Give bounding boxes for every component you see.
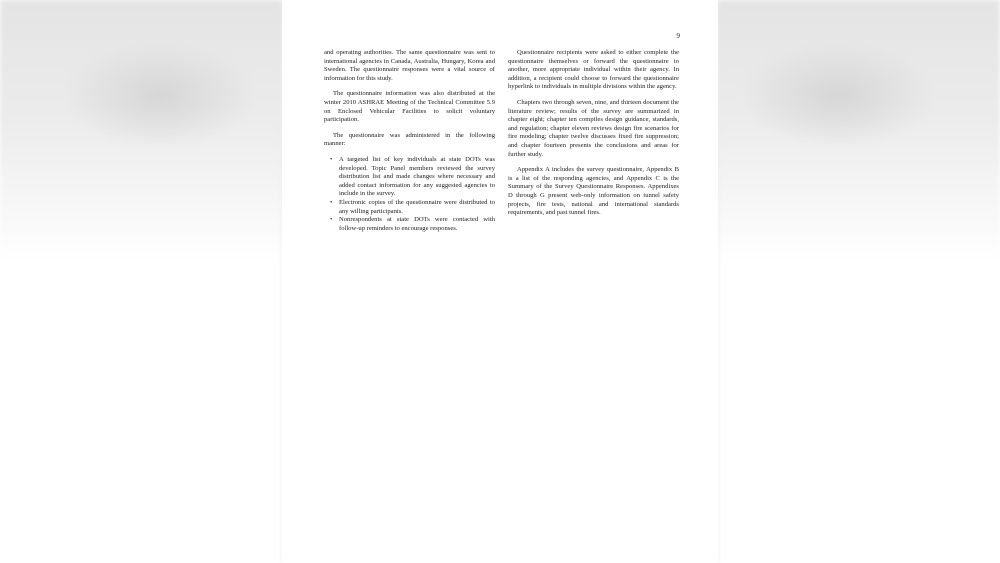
bullet-icon: •: [330, 198, 333, 206]
list-item-text: Nonrespondents at state DOTs were contacted with follow-up reminders to encourage responses.: [339, 216, 495, 232]
background-right: [718, 0, 1000, 563]
document-page: [282, 0, 718, 563]
left-paragraph-1: and operating authorities. The same questionnaire was sent to international agencies in Canada, Australia, Hungary, Korea and Sweden. The questionnaire responses were a vital source of information for this study.: [324, 49, 495, 82]
right-paragraph-1: Questionnaire recipients were asked to either complete the questionnaire themselves or forward the questionnaire to another, more appropriate individual within their agency. In addition, a recipient could choose to forward the questionnaire hyperlink to individuals in multiple divisions within the agency.: [508, 49, 679, 91]
right-column: [508, 49, 679, 225]
left-paragraph-2: The questionnaire information was also distributed at the winter 2010 ASHRAE Meeting of the Technical Committee 5.9 on Enclosed Vehicular Facilities to solicit voluntary participation.: [324, 90, 495, 124]
list-item: [324, 199, 495, 216]
right-paragraph-2: Chapters two through seven, nine, and thirteen document the literature review; results of the survey are summarized in chapter eight; chapter ten compiles design guidance, standards, and regulation; chapter eleven reviews design fire scenarios for fire modeling; chapter twelve discusses fixed fire suppression; and chapter fourteen presents the conclusions and areas for further study.: [508, 98, 679, 158]
list-item-text: A targeted list of key individuals at state DOTs was developed. Topic Panel members reviewed the survey distribution list and made changes where necessary and added contact information for any suggested agencies to include in the survey.: [339, 155, 495, 198]
left-paragraph-3: The questionnaire was administered in the following manner:: [324, 131, 495, 148]
list-item: [324, 216, 495, 233]
background-left: [0, 0, 282, 563]
page-number: 9: [676, 32, 680, 40]
bullet-icon: •: [330, 216, 333, 224]
list-item-text: Electronic copies of the questionnaire were distributed to any willing participants.: [339, 198, 495, 215]
bullet-icon: •: [330, 155, 333, 163]
left-column: [324, 49, 495, 233]
bullet-list: [324, 156, 495, 233]
right-paragraph-3: Appendix A includes the survey questionnaire, Appendix B is a list of the responding agencies, and Appendix C is the Summary of the Survey Questionnaire Responses. Appendixes D through G present web-only information on tunnel safety projects, fire tests, national and international standards requirements, and past tunnel fires.: [508, 166, 679, 217]
list-item: [324, 156, 495, 199]
